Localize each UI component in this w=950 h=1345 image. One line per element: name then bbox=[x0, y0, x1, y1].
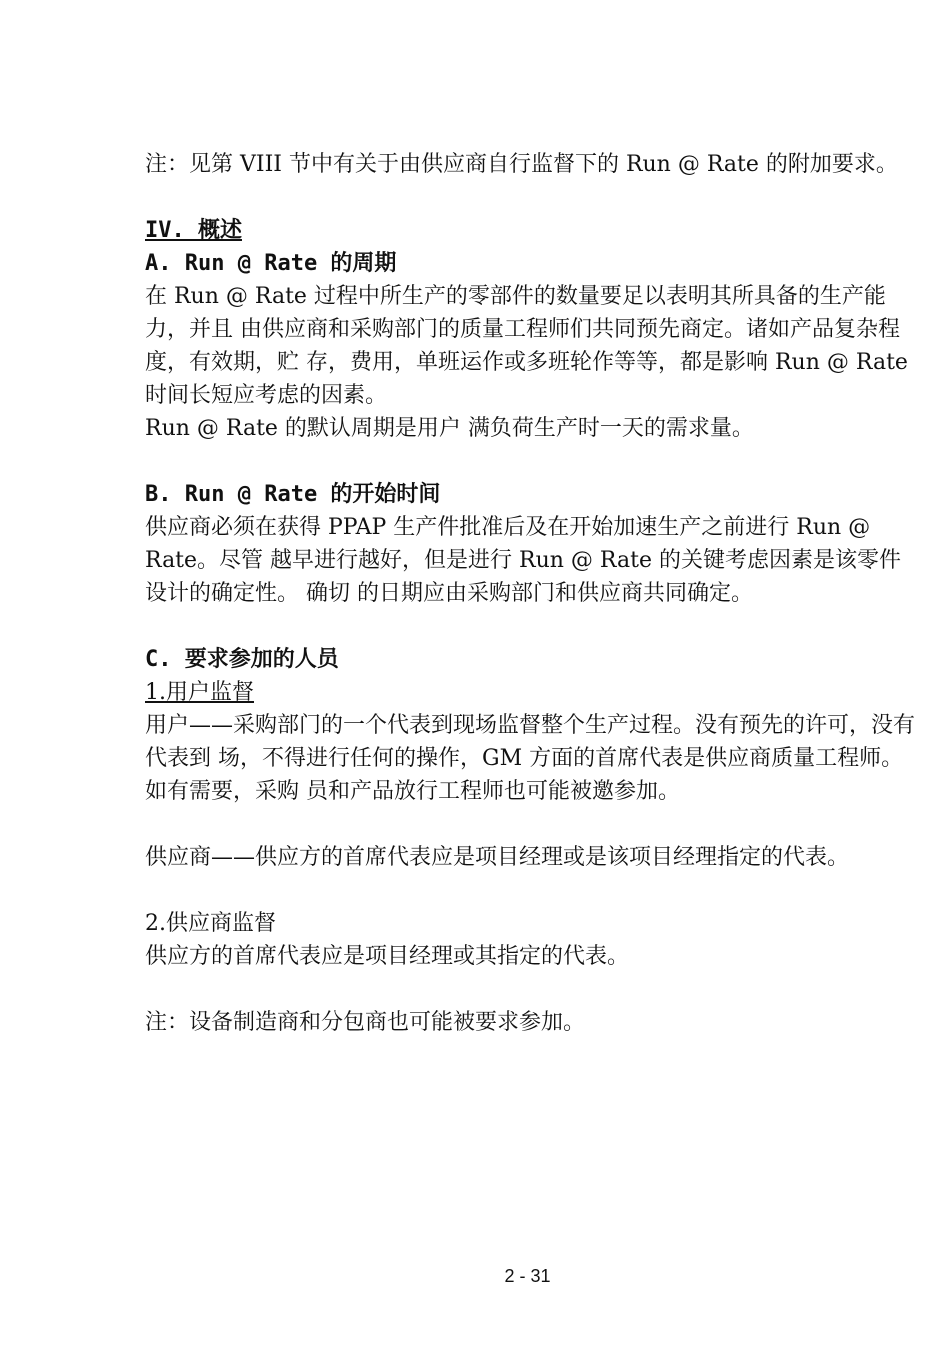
subsection-c-title: C. 要求参加的人员 bbox=[145, 647, 339, 672]
page-number: 2 - 31 bbox=[504, 1266, 551, 1286]
section-title: IV. 概述 bbox=[145, 218, 242, 243]
subsection-b-paragraph-1: 供应商必须在获得 PPAP 生产件批准后及在开始加速生产之前进行 Run @ Rate。尽管 越早进行越好，但是进行 Run @ Rate 的关键考虑因素是该零件设计的确定性。 确切 的日期应由采购部门和供应商共同确定。 bbox=[145, 515, 901, 606]
subsection-c1-title: 1.用户监督 bbox=[145, 680, 254, 705]
subsection-c2-title: 2.供应商监督 bbox=[145, 911, 276, 936]
subsection-a-title: A. Run @ Rate 的周期 bbox=[145, 251, 397, 276]
subsection-c2-paragraph-1: 供应方的首席代表应是项目经理或其指定的代表。 bbox=[145, 944, 630, 969]
subsection-c1-paragraph-1: 用户——采购部门的一个代表到现场监督整个生产过程。没有预先的许可，没有代表到 场，不得进行任何的操作，GM 方面的首席代表是供应商质量工程师。如有需要，采购 员和产品放行工程师也可能被邀参加。 bbox=[145, 713, 916, 804]
subsection-c1-paragraph-2: 供应商——供应方的首席代表应是项目经理或是该项目经理指定的代表。 bbox=[145, 845, 850, 870]
subsection-b-title: B. Run @ Rate 的开始时间 bbox=[145, 482, 441, 507]
subsection-c-note: 注：设备制造商和分包商也可能被要求参加。 bbox=[145, 1010, 586, 1035]
subsection-a-paragraph-1: 在 Run @ Rate 过程中所生产的零部件的数量要足以表明其所具备的生产能力，并且 由供应商和采购部门的质量工程师们共同预先商定。诸如产品复杂程度，有效期，贮 存，费用，单班运作或多班轮作等等，都是影响 Run @ Rate 时间长短应考虑的因素。 bbox=[145, 284, 908, 408]
subsection-a-paragraph-2: Run @ Rate 的默认周期是用户 满负荷生产时一天的需求量。 bbox=[145, 416, 754, 441]
document-page bbox=[145, 148, 915, 1039]
note-top: 注：见第 VIII 节中有关于由供应商自行监督下的 Run @ Rate 的附加要求。 bbox=[145, 152, 898, 177]
